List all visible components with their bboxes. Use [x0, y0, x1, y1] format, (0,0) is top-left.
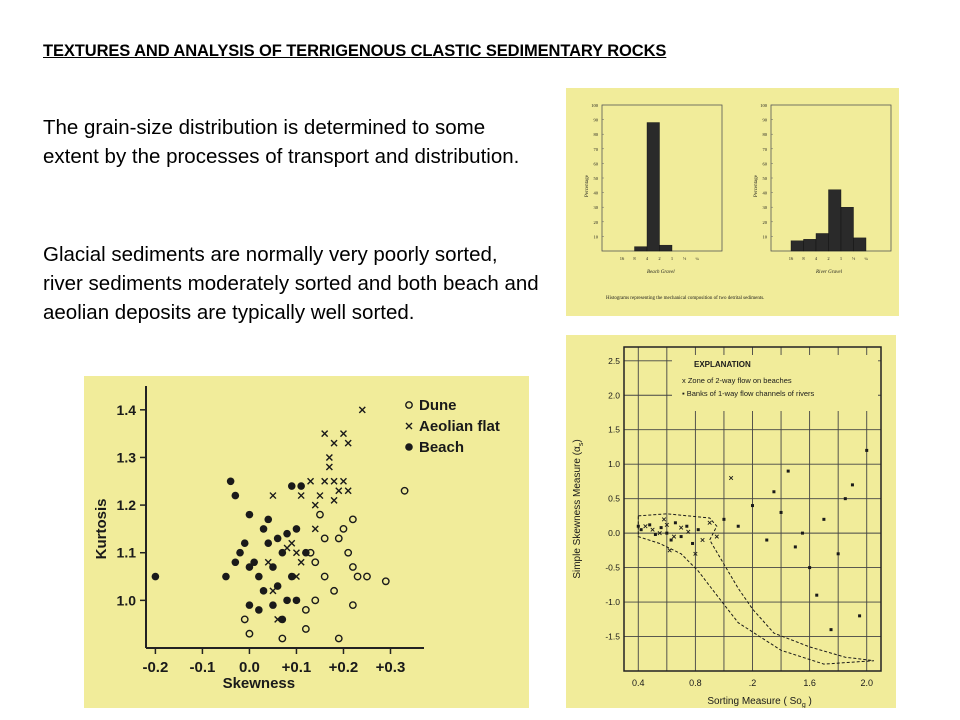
- scatter-b-ytick-label: 1.5: [608, 424, 620, 435]
- river-channel-point: [837, 552, 840, 555]
- river-channel-point: [697, 528, 700, 531]
- river-channel-point: [665, 532, 668, 535]
- river-channel-point: [751, 504, 754, 507]
- histogram-ytick-label: 50: [593, 176, 598, 181]
- histogram-ytick-label: 30: [762, 205, 767, 211]
- histogram-bar: [854, 238, 867, 251]
- scatter-a-xlabel: Skewness: [222, 675, 296, 692]
- histogram-ytick-label: 60: [762, 161, 767, 167]
- beach-point: [222, 573, 230, 581]
- beach-point: [255, 573, 263, 581]
- beach-point: [246, 511, 254, 519]
- river-channel-point: [780, 511, 783, 514]
- scatter-a-xtick-label: +0.2: [328, 659, 359, 676]
- scatter-a-ytick-label: 1.4: [116, 401, 136, 418]
- scatter-b-ytick-label: 2.0: [608, 390, 620, 401]
- scatter-b-ytick-label: 0.5: [608, 493, 620, 504]
- histogram-panel-label: Beach Gravel: [647, 270, 675, 275]
- river-channel-point: [865, 449, 868, 452]
- kurtosis-skewness-svg: [84, 376, 529, 708]
- histogram-ytick-label: 20: [762, 219, 767, 225]
- scatter-a-ytick-label: 1.0: [116, 592, 136, 609]
- histogram-ytick-label: 80: [762, 132, 767, 138]
- histogram-ylabel: Percentage: [585, 175, 590, 197]
- histogram-ytick-label: 20: [593, 219, 598, 225]
- slide-title: TEXTURES AND ANALYSIS OF TERRIGENOUS CLASTIC SEDIMENTARY ROCKS: [43, 42, 667, 60]
- kurtosis-skewness-figure: [84, 376, 529, 708]
- scatter-b-xlabel-sub: g: [801, 702, 806, 708]
- beach-point: [241, 539, 249, 547]
- beach-point: [302, 549, 310, 557]
- histogram-xtick-label: 16: [619, 256, 625, 261]
- histogram-xtick-label: 2: [658, 256, 661, 261]
- histogram-ytick-label: 70: [762, 146, 767, 152]
- river-channel-point: [787, 470, 790, 473]
- beach-point: [250, 558, 258, 566]
- scatter-a-legend-label: Aeolian flat: [419, 418, 500, 435]
- beach-point: [232, 492, 240, 500]
- river-channel-point: [851, 483, 854, 486]
- river-channel-point: [722, 518, 725, 521]
- river-channel-point: [772, 490, 775, 493]
- river-channel-point: [737, 525, 740, 528]
- beach-point: [264, 516, 272, 524]
- scatter-b-ytick-label: -1.5: [605, 631, 620, 642]
- histogram-panel-label: River Gravel: [816, 270, 842, 275]
- scatter-b-xtick-label: 0.4: [632, 678, 645, 688]
- scatter-a-xtick-label: +0.3: [375, 659, 406, 676]
- beach-point: [255, 606, 263, 614]
- histogram-bar: [829, 190, 842, 251]
- histogram-bar: [841, 207, 854, 251]
- histogram-ytick-label: 10: [762, 234, 767, 240]
- scatter-b-ytick-label: 0.0: [608, 528, 620, 539]
- histogram-xtick-label: 16: [788, 256, 794, 261]
- histogram-xtick-label: 8: [802, 256, 805, 261]
- scatter-a-ytick-label: 1.2: [116, 497, 136, 514]
- river-channel-point: [815, 594, 818, 597]
- river-channel-point: [830, 628, 833, 631]
- histogram-xtick-label: ¼: [864, 256, 868, 261]
- scatter-b-xtick-label: 0.8: [689, 678, 702, 688]
- scatter-a-legend-label: Dune: [419, 397, 457, 414]
- scatter-b-ytick-label: 2.5: [608, 355, 620, 366]
- river-channel-point: [660, 526, 663, 529]
- river-channel-point: [640, 528, 643, 531]
- river-channel-point: [858, 614, 861, 617]
- histogram-ytick-label: 60: [593, 161, 598, 167]
- beach-point: [293, 597, 301, 605]
- beach-point: [288, 482, 296, 490]
- beach-point: [283, 530, 291, 538]
- histogram-xtick-label: 1: [839, 256, 843, 261]
- histogram-bar: [635, 247, 648, 251]
- beach-point: [283, 597, 291, 605]
- histogram-background: [566, 88, 899, 316]
- skewness-sorting-svg: [566, 335, 896, 708]
- sorting-paragraph: Glacial sediments are normally very poorly sorted, river sediments moderately sorted and both beach and aeolian deposits are typically well sorted.: [43, 243, 539, 324]
- histogram-ytick-label: 90: [593, 117, 598, 123]
- scatter-b-xtick-label: 2.0: [860, 678, 873, 688]
- scatter-b-xlabel: [707, 696, 812, 708]
- scatter-a-ytick-label: 1.1: [116, 544, 136, 561]
- beach-point: [246, 601, 254, 609]
- histogram-xtick-label: ½: [682, 256, 687, 261]
- beach-point: [260, 587, 268, 595]
- river-channel-point: [685, 525, 688, 528]
- intro-paragraph: The grain-size distribution is determined to some extent by the processes of transport and distribution.: [43, 116, 520, 168]
- histogram-figure: [566, 88, 899, 316]
- beach-point: [269, 601, 277, 609]
- beach-point: [279, 549, 287, 557]
- beach-point: [236, 549, 244, 557]
- beach-point: [288, 573, 296, 581]
- histogram-bar: [660, 245, 673, 251]
- histogram-svg: [566, 88, 899, 316]
- histogram-ytick-label: 30: [593, 205, 598, 211]
- histogram-ytick-label: 10: [593, 234, 598, 240]
- river-channel-point: [844, 497, 847, 500]
- river-channel-point: [765, 539, 768, 542]
- river-channel-point: [674, 521, 677, 524]
- beach-point: [227, 477, 235, 485]
- histogram-ylabel: Percentage: [754, 175, 759, 197]
- scatter-b-ytick-label: -1.0: [605, 597, 620, 608]
- histogram-xtick-label: ½: [851, 256, 856, 261]
- histogram-xtick-label: 1: [670, 256, 674, 261]
- scatter-b-ytick-label: 1.0: [608, 459, 620, 470]
- scatter-b-legend-title: EXPLANATION: [694, 360, 751, 369]
- histogram-xtick-label: 2: [827, 256, 830, 261]
- scatter-a-ylabel: Kurtosis: [93, 498, 110, 560]
- river-channel-point: [801, 532, 804, 535]
- scatter-a-xtick-label: 0.0: [239, 659, 260, 676]
- scatter-a-xtick-label: +0.1: [281, 659, 312, 676]
- histogram-bar: [791, 241, 804, 251]
- beach-point: [152, 573, 160, 581]
- scatter-b-ytick-label: -0.5: [605, 562, 620, 573]
- histogram-bar: [647, 123, 660, 251]
- histogram-bar: [804, 239, 817, 251]
- scatter-b-xlabel-main: Sorting Measure ( So: [707, 696, 802, 707]
- skewness-sorting-figure: [566, 335, 896, 708]
- scatter-b-legend-item: x Zone of 2-way flow on beaches: [682, 376, 792, 385]
- histogram-ytick-label: 70: [593, 146, 598, 152]
- histogram-xtick-label: 8: [633, 256, 636, 261]
- histogram-ytick-label: 100: [591, 103, 598, 108]
- river-channel-point: [680, 535, 683, 538]
- river-channel-point: [654, 533, 657, 536]
- histogram-bar: [816, 233, 829, 251]
- scatter-a-ytick-label: 1.3: [116, 449, 136, 466]
- histogram-ytick-label: 50: [762, 176, 767, 181]
- histogram-ytick-label: 100: [760, 103, 767, 108]
- river-channel-point: [648, 523, 651, 526]
- histogram-xtick-label: ¼: [695, 256, 699, 261]
- beach-point: [297, 482, 305, 490]
- beach-point: [405, 443, 413, 451]
- scatter-b-ylabel-end: ): [572, 439, 583, 443]
- scatter-b-legend-item: ▪ Banks of 1-way flow channels of rivers: [682, 389, 815, 398]
- scatter-b-ylabel-sub: s: [578, 442, 585, 447]
- histogram-ytick-label: 80: [593, 132, 598, 138]
- beach-point: [269, 563, 277, 571]
- river-channel-point: [794, 545, 797, 548]
- scatter-a-xtick-label: -0.2: [142, 659, 169, 676]
- histogram-ytick-label: 40: [762, 190, 767, 196]
- histogram-xtick-label: 4: [814, 256, 818, 261]
- beach-point: [264, 539, 272, 547]
- river-channel-point: [670, 539, 673, 542]
- histogram-caption: Histograms representing the mechanical composition of two detrital sediments.: [606, 296, 765, 301]
- scatter-a-xtick-label: -0.1: [189, 659, 216, 676]
- scatter-b-xtick-label: 1.6: [803, 678, 816, 688]
- scatter-b-xtick-label: .2: [748, 678, 757, 688]
- scatter-b-xlabel-end: ): [805, 696, 812, 707]
- beach-point: [293, 525, 301, 533]
- scatter-b-ylabel-main: Simple Skewness Measure (α: [572, 446, 583, 579]
- river-channel-point: [637, 525, 640, 528]
- river-channel-point: [691, 542, 694, 545]
- histogram-xtick-label: 4: [645, 256, 649, 261]
- beach-point: [274, 535, 282, 543]
- histogram-ytick-label: 90: [762, 117, 767, 123]
- river-channel-point: [822, 518, 825, 521]
- beach-point: [260, 525, 268, 533]
- scatter-a-legend-label: Beach: [419, 439, 465, 456]
- beach-point: [279, 616, 287, 624]
- beach-point: [274, 582, 282, 590]
- histogram-ytick-label: 40: [593, 190, 598, 196]
- beach-point: [232, 558, 240, 566]
- river-channel-point: [808, 566, 811, 569]
